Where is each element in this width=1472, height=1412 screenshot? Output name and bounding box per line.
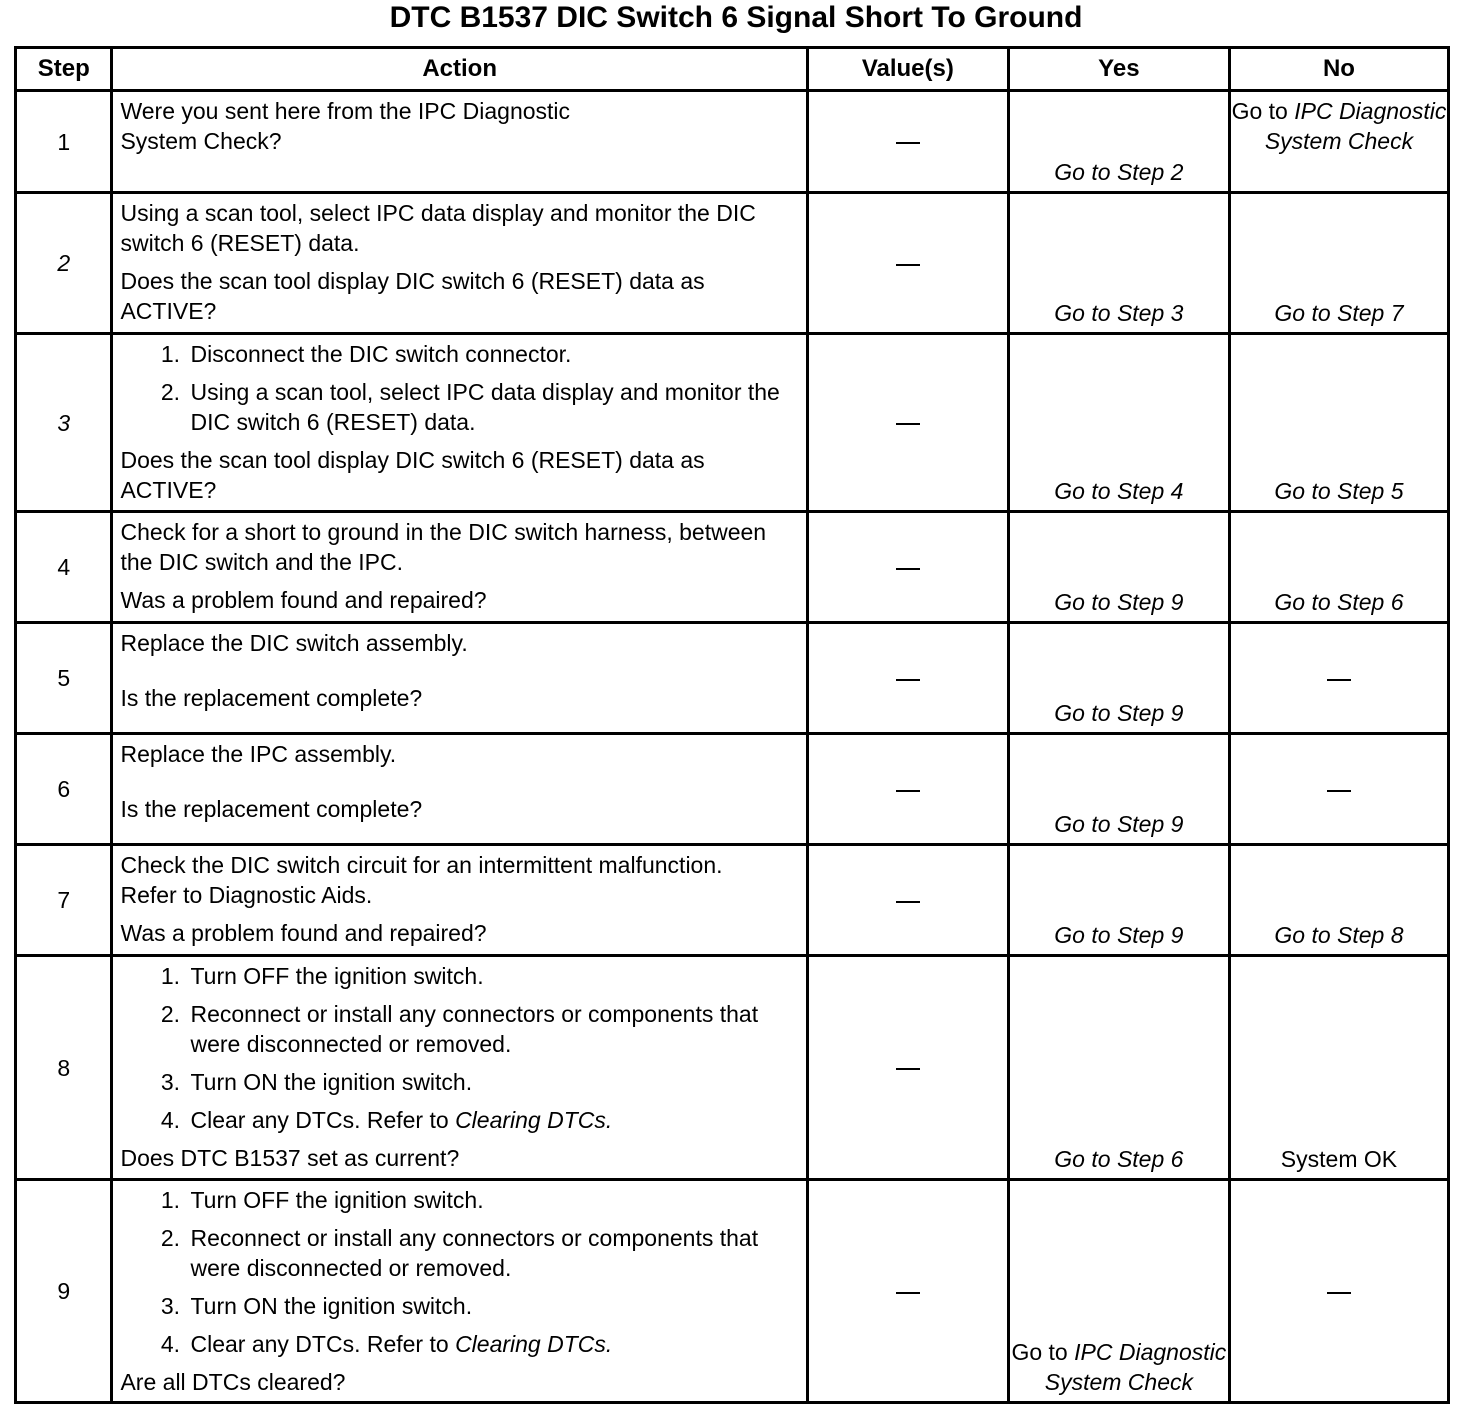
no-cell: System OK [1229, 956, 1448, 1180]
action-steps [120, 961, 799, 1135]
table-row [16, 91, 1449, 193]
yes-cell: Go to Step 9 [1008, 845, 1229, 956]
yes-cell: Go to Step 3 [1008, 193, 1229, 334]
action-question: System Check? [120, 128, 282, 154]
dash-mark [1327, 790, 1351, 792]
list-item [186, 1329, 799, 1359]
action-text: Replace the DIC switch assembly. [120, 630, 468, 656]
table-row [16, 956, 1449, 1180]
action-cell [112, 512, 807, 623]
list-item-text: Clear any DTCs. Refer to [190, 1107, 456, 1133]
list-item: 1. Turn OFF the ignition switch. [186, 1185, 799, 1215]
action-question: Is the replacement complete? [120, 796, 423, 822]
action-text: Check for a short to ground in the DIC switch harness, between the DIC switch and the IPC. [120, 519, 767, 575]
value-cell [807, 193, 1008, 334]
action-steps [120, 339, 799, 437]
step-number: 6 [16, 734, 112, 845]
value-cell [807, 512, 1008, 623]
action-question: Was a problem found and repaired? [120, 587, 487, 613]
list-item: 3. Turn ON the ignition switch. [186, 1291, 799, 1321]
no-link-ipc-check: IPC Diagnostic System Check [1264, 98, 1447, 154]
table-row [16, 734, 1449, 845]
no-prefix: Go to [1231, 98, 1295, 124]
yes-cell: Go to Step 9 [1008, 623, 1229, 734]
value-cell [807, 734, 1008, 845]
no-cell: Go to Step 8 [1229, 845, 1448, 956]
yes-cell: Go to Step 2 [1008, 91, 1229, 193]
step-number: 2 [16, 193, 112, 334]
header-row [16, 48, 1449, 91]
diagnostic-table [14, 46, 1450, 1404]
list-item [186, 1105, 799, 1135]
step-number: 9 [16, 1180, 112, 1403]
action-text: Using a scan tool, select IPC data display and monitor the DIC switch 6 (RESET) data. [120, 200, 756, 256]
value-cell [807, 91, 1008, 193]
no-cell [1229, 623, 1448, 734]
page-title: DTC B1537 DIC Switch 6 Signal Short To Ground [389, 1, 1083, 34]
value-cell [807, 623, 1008, 734]
table-row [16, 334, 1449, 512]
action-cell [112, 1180, 807, 1403]
table-row [16, 1180, 1449, 1403]
action-cell [112, 91, 807, 193]
list-item: 2. Using a scan tool, select IPC data display and monitor the DIC switch 6 (RESET) data. [186, 377, 799, 437]
yes-cell: Go to Step 4 [1008, 334, 1229, 512]
no-cell [1229, 91, 1448, 193]
header-action: Action [112, 48, 807, 91]
action-cell [112, 193, 807, 334]
action-question: Does DTC B1537 set as current? [120, 1145, 460, 1171]
header-no: No [1229, 48, 1448, 91]
clearing-dtcs-link: Clearing DTCs. [455, 1107, 613, 1133]
header-step: Step [16, 48, 112, 91]
clearing-dtcs-link: Clearing DTCs. [455, 1331, 613, 1357]
step-number: 5 [16, 623, 112, 734]
step-number: 1 [16, 91, 112, 193]
action-reference: Refer to Diagnostic Aids. [120, 882, 373, 908]
action-text: Check the DIC switch circuit for an intermittent malfunction. [120, 852, 723, 878]
list-item: 2. Reconnect or install any connectors or components that were disconnected or removed. [186, 999, 799, 1059]
yes-cell [1008, 1180, 1229, 1403]
yes-cell: Go to Step 9 [1008, 734, 1229, 845]
action-question: Are all DTCs cleared? [120, 1369, 346, 1395]
yes-cell: Go to Step 9 [1008, 512, 1229, 623]
list-item: 1. Disconnect the DIC switch connector. [186, 339, 799, 369]
action-question: Is the replacement complete? [120, 685, 423, 711]
value-cell [807, 956, 1008, 1180]
action-cell [112, 623, 807, 734]
table-row [16, 845, 1449, 956]
action-text: Were you sent here from the IPC Diagnostic [120, 98, 571, 124]
action-text: Replace the IPC assembly. [120, 741, 397, 767]
action-question: Does the scan tool display DIC switch 6 (RESET) data as ACTIVE? [120, 447, 705, 503]
header-yes: Yes [1008, 48, 1229, 91]
dash-mark [896, 1068, 920, 1070]
no-cell: Go to Step 7 [1229, 193, 1448, 334]
no-cell [1229, 734, 1448, 845]
value-cell [807, 334, 1008, 512]
action-steps [120, 1185, 799, 1359]
yes-link-ipc-check: IPC Diagnostic System Check [1044, 1339, 1227, 1395]
dash-mark [896, 568, 920, 570]
dash-mark [896, 142, 920, 144]
no-cell: Go to Step 5 [1229, 334, 1448, 512]
list-item-text: Clear any DTCs. Refer to [190, 1331, 456, 1357]
list-item: 3. Turn ON the ignition switch. [186, 1067, 799, 1097]
dash-mark [1327, 679, 1351, 681]
dash-mark [1327, 1292, 1351, 1294]
action-cell [112, 334, 807, 512]
yes-prefix: Go to [1011, 1339, 1075, 1365]
list-item: 2. Reconnect or install any connectors or components that were disconnected or removed. [186, 1223, 799, 1283]
no-cell [1229, 1180, 1448, 1403]
step-number: 3 [16, 334, 112, 512]
header-values: Value(s) [807, 48, 1008, 91]
dash-mark [896, 790, 920, 792]
step-number: 7 [16, 845, 112, 956]
table-row [16, 623, 1449, 734]
action-question: Does the scan tool display DIC switch 6 (RESET) data as ACTIVE? [120, 268, 705, 324]
step-number: 4 [16, 512, 112, 623]
dash-mark [896, 1292, 920, 1294]
yes-cell: Go to Step 6 [1008, 956, 1229, 1180]
step-number: 8 [16, 956, 112, 1180]
no-cell: Go to Step 6 [1229, 512, 1448, 623]
list-item: 1. Turn OFF the ignition switch. [186, 961, 799, 991]
value-cell [807, 845, 1008, 956]
dash-mark [896, 679, 920, 681]
dash-mark [896, 264, 920, 266]
table-row [16, 512, 1449, 623]
action-cell [112, 956, 807, 1180]
dash-mark [896, 423, 920, 425]
table-row [16, 193, 1449, 334]
dash-mark [896, 901, 920, 903]
value-cell [807, 1180, 1008, 1403]
action-question: Was a problem found and repaired? [120, 920, 487, 946]
action-cell [112, 734, 807, 845]
action-cell [112, 845, 807, 956]
